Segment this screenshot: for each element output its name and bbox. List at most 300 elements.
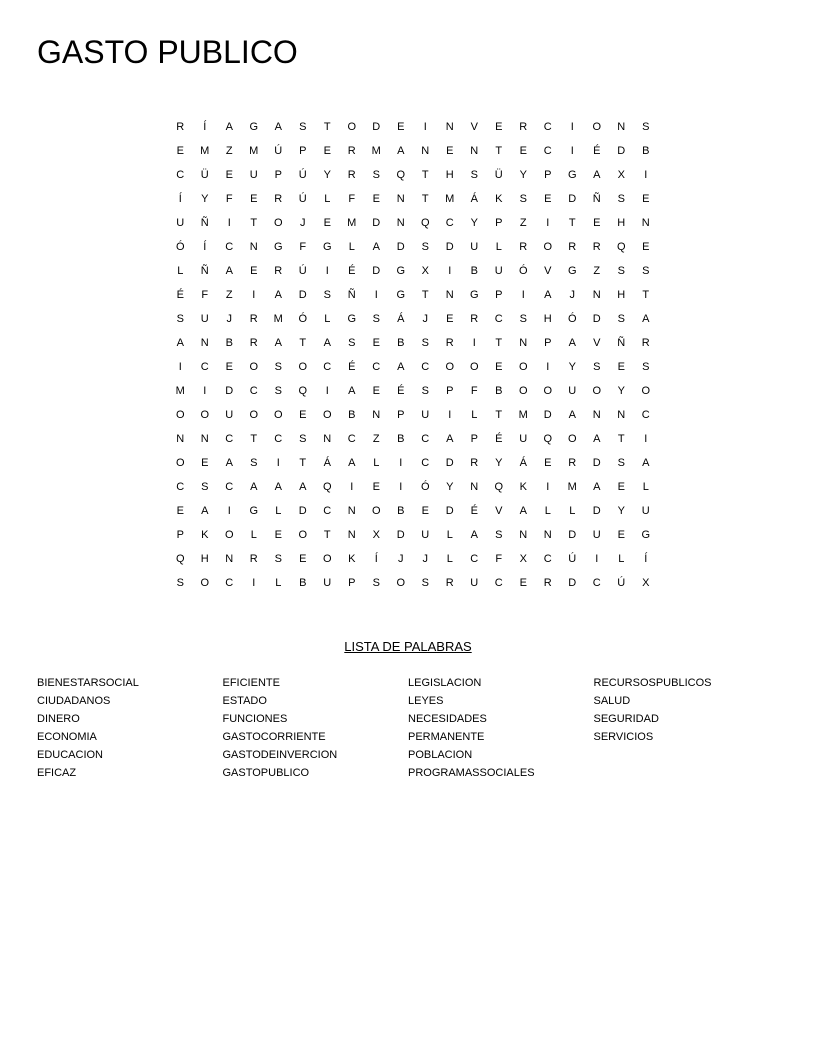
grid-letter: S xyxy=(470,169,478,181)
grid-letter: Ó xyxy=(518,265,528,277)
grid-letter: C xyxy=(176,169,185,181)
grid-letter: E xyxy=(372,337,380,349)
grid-letter: C xyxy=(421,433,430,445)
grid-letter: Y xyxy=(495,457,503,469)
grid-letter: B xyxy=(470,265,478,277)
grid-letter: P xyxy=(470,433,478,445)
grid-row xyxy=(168,115,658,139)
grid-letter: Z xyxy=(593,265,601,277)
grid-letter: U xyxy=(176,217,185,229)
word-list-column xyxy=(37,674,223,782)
word-list-item: SEGURIDAD xyxy=(593,713,659,725)
grid-letter: I xyxy=(276,457,280,469)
grid-letter: T xyxy=(299,337,307,349)
grid-letter: S xyxy=(372,577,380,589)
grid-letter: T xyxy=(495,409,503,421)
grid-letter: Á xyxy=(323,457,331,469)
grid-letter: S xyxy=(299,121,307,133)
grid-letter: L xyxy=(348,241,355,253)
grid-letter: E xyxy=(299,553,307,565)
grid-letter: Í xyxy=(644,553,648,565)
grid-letter: A xyxy=(201,505,209,517)
grid-letter: Ó xyxy=(175,241,185,253)
grid-row xyxy=(168,451,658,475)
grid-letter: E xyxy=(642,241,650,253)
grid-letter: C xyxy=(494,313,503,325)
grid-letter: Ú xyxy=(274,145,283,157)
grid-letter: T xyxy=(250,433,258,445)
grid-letter: A xyxy=(176,337,184,349)
grid-letter: R xyxy=(470,313,479,325)
word-list-item: EFICAZ xyxy=(37,767,77,779)
grid-letter: T xyxy=(617,433,625,445)
grid-letter: J xyxy=(422,553,428,565)
grid-row xyxy=(168,163,658,187)
grid-row xyxy=(168,379,658,403)
word-list-item: BIENESTARSOCIAL xyxy=(37,677,139,689)
grid-letter: Ñ xyxy=(200,217,209,229)
grid-letter: Q xyxy=(543,433,553,445)
word-list-item: GASTOPUBLICO xyxy=(222,767,310,779)
grid-row xyxy=(168,475,658,499)
grid-letter: P xyxy=(397,409,405,421)
grid-letter: S xyxy=(519,313,527,325)
grid-letter: S xyxy=(176,577,184,589)
grid-letter: M xyxy=(175,385,185,397)
grid-letter: N xyxy=(200,433,209,445)
grid-letter: Z xyxy=(372,433,380,445)
grid-letter: S xyxy=(421,385,429,397)
grid-letter: H xyxy=(445,169,454,181)
grid-letter: S xyxy=(642,265,650,277)
grid-letter: I xyxy=(472,337,476,349)
grid-letter: U xyxy=(323,577,332,589)
grid-letter: K xyxy=(519,481,527,493)
grid-letter: O xyxy=(567,433,577,445)
grid-letter: S xyxy=(201,481,209,493)
grid-letter: D xyxy=(445,457,454,469)
grid-letter: R xyxy=(249,313,258,325)
grid-letter: S xyxy=(617,265,625,277)
grid-letter: R xyxy=(592,241,601,253)
grid-letter: C xyxy=(225,241,234,253)
grid-letter: G xyxy=(249,505,259,517)
grid-letter: C xyxy=(274,433,283,445)
grid-letter: I xyxy=(423,121,427,133)
grid-letter: S xyxy=(250,457,258,469)
grid-letter: T xyxy=(323,529,331,541)
grid-letter: I xyxy=(325,265,329,277)
grid-letter: E xyxy=(446,145,454,157)
grid-letter: P xyxy=(299,145,307,157)
grid-letter: Ú xyxy=(298,193,307,205)
grid-letter: K xyxy=(495,193,503,205)
grid-letter: N xyxy=(519,337,528,349)
grid-letter: E xyxy=(225,169,233,181)
word-list-item: CIUDADANOS xyxy=(37,695,111,707)
grid-letter: G xyxy=(469,289,479,301)
grid-letter: Ñ xyxy=(617,337,626,349)
word-list-item: ESTADO xyxy=(222,695,267,707)
grid-letter: Ñ xyxy=(592,193,601,205)
grid-letter: E xyxy=(225,361,233,373)
grid-letter: X xyxy=(617,169,625,181)
grid-letter: A xyxy=(274,289,282,301)
grid-letter: P xyxy=(348,577,356,589)
grid-letter: D xyxy=(445,505,454,517)
grid-letter: V xyxy=(470,121,478,133)
grid-letter: M xyxy=(518,409,528,421)
grid-letter: A xyxy=(593,481,601,493)
grid-letter: T xyxy=(495,145,503,157)
grid-letter: É xyxy=(495,433,503,445)
grid-letter: P xyxy=(446,385,454,397)
word-list-column xyxy=(223,674,409,782)
grid-letter: Z xyxy=(225,289,233,301)
grid-letter: B xyxy=(397,505,405,517)
grid-letter: S xyxy=(519,193,527,205)
grid-letter: E xyxy=(495,361,503,373)
grid-letter: C xyxy=(225,433,234,445)
grid-letter: É xyxy=(593,145,601,157)
grid-letter: J xyxy=(300,217,306,229)
grid-letter: A xyxy=(299,481,307,493)
grid-letter: B xyxy=(299,577,307,589)
grid-letter: S xyxy=(421,241,429,253)
grid-letter: I xyxy=(570,121,574,133)
grid-letter: Q xyxy=(298,385,308,397)
grid-letter: Ú xyxy=(298,169,307,181)
grid-letter: E xyxy=(397,121,405,133)
grid-letter: A xyxy=(397,145,405,157)
grid-letter: E xyxy=(274,529,282,541)
grid-letter: R xyxy=(347,145,356,157)
grid-letter: B xyxy=(397,337,405,349)
grid-letter: X xyxy=(372,529,380,541)
grid-letter: Y xyxy=(323,169,331,181)
grid-letter: E xyxy=(372,385,380,397)
grid-letter: O xyxy=(298,529,308,541)
grid-letter: Ú xyxy=(617,577,626,589)
grid-letter: I xyxy=(595,553,599,565)
grid-letter: R xyxy=(176,121,185,133)
grid-letter: N xyxy=(421,145,430,157)
grid-letter: D xyxy=(568,193,577,205)
grid-letter: Q xyxy=(420,217,430,229)
grid-letter: E xyxy=(519,577,527,589)
grid-letter: U xyxy=(470,241,479,253)
grid-letter: N xyxy=(225,553,234,565)
grid-letter: F xyxy=(495,553,503,565)
grid-letter: J xyxy=(422,313,428,325)
grid-letter: T xyxy=(495,337,503,349)
grid-letter: G xyxy=(322,241,332,253)
grid-letter: A xyxy=(348,385,356,397)
word-list-item: FUNCIONES xyxy=(222,713,288,725)
grid-letter: P xyxy=(544,169,552,181)
grid-row xyxy=(168,283,658,307)
grid-letter: I xyxy=(374,289,378,301)
grid-letter: E xyxy=(201,457,209,469)
grid-letter: L xyxy=(544,505,551,517)
grid-letter: N xyxy=(176,433,185,445)
grid-letter: S xyxy=(617,193,625,205)
grid-letter: G xyxy=(249,121,259,133)
grid-letter: P xyxy=(176,529,184,541)
grid-letter: L xyxy=(373,457,380,469)
grid-letter: T xyxy=(250,217,258,229)
word-list-item: POBLACION xyxy=(408,749,473,761)
grid-letter: C xyxy=(200,361,209,373)
grid-letter: D xyxy=(372,217,381,229)
grid-letter: C xyxy=(347,433,356,445)
grid-letter: F xyxy=(348,193,356,205)
grid-letter: U xyxy=(225,409,234,421)
grid-letter: É xyxy=(470,505,478,517)
grid-letter: O xyxy=(175,457,185,469)
grid-letter: O xyxy=(347,121,357,133)
word-list-column xyxy=(408,674,594,782)
grid-letter: Í xyxy=(374,553,378,565)
grid-letter: A xyxy=(323,337,331,349)
grid-letter: F xyxy=(470,385,478,397)
grid-letter: D xyxy=(568,529,577,541)
grid-letter: U xyxy=(494,265,503,277)
grid-letter: C xyxy=(543,145,552,157)
word-list-heading: LISTA DE PALABRAS xyxy=(344,639,472,654)
grid-letter: C xyxy=(543,553,552,565)
grid-letter: Ú xyxy=(298,265,307,277)
word-list-item: EDUCACION xyxy=(37,749,104,761)
grid-letter: I xyxy=(546,481,550,493)
grid-letter: D xyxy=(592,505,601,517)
grid-letter: E xyxy=(519,145,527,157)
grid-letter: E xyxy=(299,409,307,421)
grid-letter: A xyxy=(397,361,405,373)
grid-letter: C xyxy=(543,121,552,133)
grid-letter: I xyxy=(178,361,182,373)
grid-row xyxy=(168,355,658,379)
grid-letter: X xyxy=(519,553,527,565)
word-list-item: NECESIDADES xyxy=(408,713,487,725)
grid-letter: M xyxy=(371,145,381,157)
word-list-item: PERMANENTE xyxy=(408,731,485,743)
grid-letter: D xyxy=(396,529,405,541)
grid-letter: A xyxy=(544,289,552,301)
grid-letter: R xyxy=(568,457,577,469)
grid-letter: G xyxy=(641,529,651,541)
grid-letter: I xyxy=(570,145,574,157)
grid-letter: V xyxy=(495,505,503,517)
grid-letter: I xyxy=(448,409,452,421)
grid-letter: M xyxy=(273,313,283,325)
grid-letter: S xyxy=(274,385,282,397)
grid-letter: I xyxy=(227,505,231,517)
grid-letter: O xyxy=(224,529,234,541)
grid-letter: T xyxy=(568,217,576,229)
grid-letter: O xyxy=(543,241,553,253)
grid-letter: T xyxy=(421,169,429,181)
word-list-item: SERVICIOS xyxy=(593,731,654,743)
page-title: GASTO PUBLICO xyxy=(37,34,298,70)
grid-letter: N xyxy=(249,241,258,253)
grid-letter: S xyxy=(642,361,650,373)
grid-letter: E xyxy=(495,121,503,133)
grid-letter: R xyxy=(274,265,283,277)
grid-letter: T xyxy=(299,457,307,469)
grid-letter: Q xyxy=(396,169,406,181)
grid-letter: E xyxy=(617,361,625,373)
grid-row xyxy=(168,259,658,283)
grid-letter: Ü xyxy=(200,169,209,181)
grid-letter: I xyxy=(227,217,231,229)
grid-letter: D xyxy=(568,577,577,589)
grid-letter: I xyxy=(399,457,403,469)
grid-letter: P xyxy=(544,337,552,349)
grid-letter: E xyxy=(421,505,429,517)
grid-letter: M xyxy=(200,145,210,157)
grid-letter: Ó xyxy=(420,481,430,493)
grid-letter: S xyxy=(617,457,625,469)
grid-letter: Q xyxy=(175,553,185,565)
grid-letter: S xyxy=(176,313,184,325)
word-list-column xyxy=(594,674,780,782)
grid-row xyxy=(168,571,658,595)
word-list-item: EFICIENTE xyxy=(222,677,280,689)
grid-letter: L xyxy=(177,265,184,277)
grid-letter: L xyxy=(471,409,478,421)
grid-letter: J xyxy=(569,289,575,301)
grid-letter: O xyxy=(273,217,283,229)
grid-letter: I xyxy=(644,433,648,445)
grid-letter: B xyxy=(642,145,650,157)
grid-letter: J xyxy=(398,553,404,565)
grid-letter: O xyxy=(200,409,210,421)
grid-letter: C xyxy=(421,361,430,373)
grid-row xyxy=(168,427,658,451)
word-list-item: LEGISLACION xyxy=(408,677,482,689)
grid-letter: M xyxy=(445,193,455,205)
grid-letter: N xyxy=(617,121,626,133)
grid-letter: A xyxy=(593,433,601,445)
grid-letter: D xyxy=(543,409,552,421)
grid-letter: S xyxy=(421,577,429,589)
grid-letter: G xyxy=(396,265,406,277)
grid-letter: E xyxy=(323,145,331,157)
grid-letter: R xyxy=(568,241,577,253)
grid-letter: N xyxy=(592,289,601,301)
grid-letter: E xyxy=(593,217,601,229)
grid-letter: P xyxy=(495,217,503,229)
grid-letter: É xyxy=(397,385,405,397)
grid-letter: E xyxy=(446,313,454,325)
grid-letter: B xyxy=(495,385,503,397)
grid-letter: E xyxy=(642,193,650,205)
grid-letter: Ú xyxy=(568,553,577,565)
grid-letter: Q xyxy=(616,241,626,253)
grid-letter: R xyxy=(249,337,258,349)
grid-letter: E xyxy=(176,505,184,517)
grid-letter: C xyxy=(323,505,332,517)
grid-letter: N xyxy=(543,529,552,541)
grid-letter: O xyxy=(518,385,528,397)
grid-letter: X xyxy=(421,265,429,277)
word-list-item: ECONOMIA xyxy=(37,731,97,743)
grid-letter: N xyxy=(200,337,209,349)
grid-letter: R xyxy=(641,337,650,349)
grid-letter: C xyxy=(372,361,381,373)
grid-letter: L xyxy=(446,529,453,541)
grid-letter: L xyxy=(324,193,331,205)
grid-letter: A xyxy=(225,121,233,133)
grid-letter: Y xyxy=(617,505,625,517)
grid-letter: U xyxy=(249,169,258,181)
grid-letter: A xyxy=(446,433,454,445)
grid-letter: Ñ xyxy=(200,265,209,277)
grid-letter: L xyxy=(275,505,282,517)
grid-letter: D xyxy=(372,265,381,277)
grid-letter: S xyxy=(372,169,380,181)
grid-letter: E xyxy=(544,193,552,205)
grid-letter: Y xyxy=(568,361,576,373)
grid-letter: O xyxy=(445,361,455,373)
grid-letter: S xyxy=(642,121,650,133)
grid-letter: S xyxy=(372,313,380,325)
grid-letter: D xyxy=(298,505,307,517)
grid-letter: N xyxy=(470,145,479,157)
grid-letter: A xyxy=(519,505,527,517)
grid-letter: O xyxy=(200,577,210,589)
grid-row xyxy=(168,547,658,571)
grid-letter: I xyxy=(546,361,550,373)
grid-letter: O xyxy=(298,361,308,373)
grid-letter: E xyxy=(250,265,258,277)
grid-letter: I xyxy=(325,385,329,397)
grid-letter: A xyxy=(274,121,282,133)
grid-letter: O xyxy=(592,385,602,397)
grid-letter: P xyxy=(495,289,503,301)
grid-letter: A xyxy=(568,409,576,421)
grid-letter: L xyxy=(446,553,453,565)
grid-row xyxy=(168,187,658,211)
grid-letter: R xyxy=(274,193,283,205)
grid-letter: S xyxy=(274,553,282,565)
grid-letter: Í xyxy=(203,121,207,133)
grid-letter: U xyxy=(200,313,209,325)
grid-letter: D xyxy=(445,241,454,253)
grid-letter: I xyxy=(203,385,207,397)
grid-letter: I xyxy=(350,481,354,493)
grid-letter: P xyxy=(274,169,282,181)
grid-letter: I xyxy=(521,289,525,301)
grid-letter: H xyxy=(543,313,552,325)
grid-letter: Í xyxy=(178,193,182,205)
grid-letter: Í xyxy=(203,241,207,253)
grid-letter: O xyxy=(249,409,259,421)
grid-letter: Ñ xyxy=(347,289,356,301)
grid-letter: E xyxy=(323,217,331,229)
grid-letter: A xyxy=(274,481,282,493)
grid-letter: I xyxy=(644,169,648,181)
grid-letter: A xyxy=(225,265,233,277)
grid-letter: U xyxy=(592,529,601,541)
grid-letter: A xyxy=(225,457,233,469)
word-list-item: SALUD xyxy=(593,695,631,707)
grid-letter: D xyxy=(396,241,405,253)
grid-letter: U xyxy=(421,529,430,541)
grid-letter: G xyxy=(567,265,577,277)
grid-letter: L xyxy=(642,481,649,493)
